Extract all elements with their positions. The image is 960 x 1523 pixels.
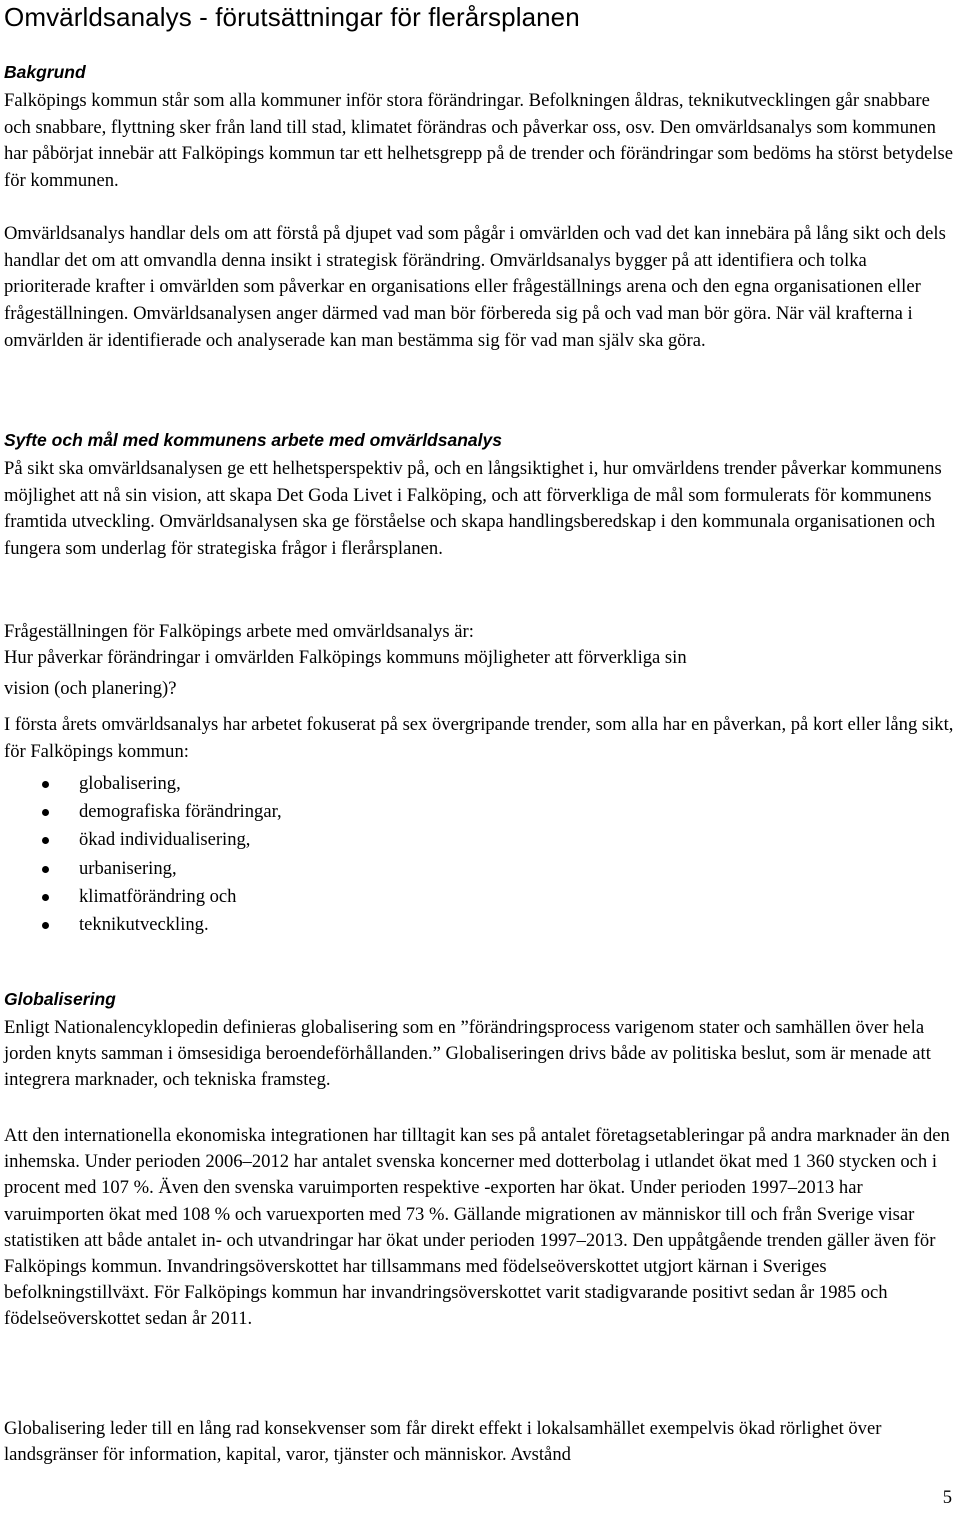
question-intro: Frågeställningen för Falköpings arbete med omvärldsanalys är: xyxy=(4,621,474,642)
list-item xyxy=(0,798,700,826)
list-item-label: teknikutveckling. xyxy=(79,913,209,935)
heading-syfte: Syfte och mål med kommunens arbete med omvärldsanalys xyxy=(4,430,502,450)
syfte-paragraph-1: På sikt ska omvärldsanalysen ge ett helhetsperspektiv på, och en långsiktighet i, hur omvärldens trender påverkar kommunens möjlighet att nå sin vision, att skapa Det Goda Livet i Falköping, och att förverkliga de mål som formulerats för kommunens framtida utveckling. Omvärldsanalysen ska ge förståelse och skapa handlingsberedskap i den kommunala organisationen och fungera som underlag för strategiska frågor i flerårsplanen. xyxy=(4,458,942,560)
globalisering-paragraph-2: Att den internationella ekonomiska integrationen har tilltagit kan ses på antalet företagsetableringar på andra marknader än den inhemska. Under perioden 2006–2012 har antalet svenska koncerner med dotterbolag i utlandet ökat med 1 360 stycken och i procent med 107 %. Även den svenska varuimporten respektive -exporten har ökat. Under perioden 1997–2013 har varuimporten ökat med 108 % och varuexporten med 73 %. Gällande migrationen av människor till och från Sverige visar statistiken att både antalet in- och utvandringar har ökat under perioden 1997–2013. Den uppåtgående trenden gäller även för Falköpings kommun. Invandringsöverskottet har tillsammans med födelseöverskottet utgjort kärnan i Sveriges befolkningstillväxt. För Falköpings kommun har invandringsöverskottet varit stadigvarande positivt sedan år 1985 och födelseöverskottet sedan år 2011. xyxy=(4,1125,950,1330)
list-item xyxy=(0,855,700,883)
bullet-icon xyxy=(42,781,49,788)
page-number: 5 xyxy=(942,1487,952,1508)
globalisering-paragraph-3: Globalisering leder till en lång rad konsekvenser som får direkt effekt i lokalsamhället exempelvis ökad rörlighet över landsgränser för information, kapital, varor, tjänster och människor. Avstånd xyxy=(4,1418,882,1466)
list-item xyxy=(0,770,700,798)
list-item xyxy=(0,826,700,854)
bakgrund-paragraph-2: Omvärldsanalys handlar dels om att förstå på djupet vad som pågår i omvärlden och vad det kan innebära på lång sikt och dels handlar det om att omvandla denna insikt i strategisk förändring. Omvärldsanalys bygger på att identifiera och tolka prioriterade krafter i omvärlden som påverkar en organisations eller frågeställnings arena och den egna organisationen eller frågeställningen. Omvärldsanalysen anger därmed vad man bör förbereda sig på och vad man bör göra. När väl krafterna i omvärlden är identifierade och analyserade kan man bestämma sig för vad man själv ska göra. xyxy=(4,223,946,351)
bullet-icon xyxy=(42,837,49,844)
heading-globalisering: Globalisering xyxy=(4,989,116,1009)
bullet-icon xyxy=(42,809,49,816)
list-item xyxy=(0,883,700,911)
bullet-icon xyxy=(42,866,49,873)
list-item xyxy=(0,911,700,939)
list-item-label: klimatförändring och xyxy=(79,885,237,907)
bullet-icon xyxy=(42,894,49,901)
bakgrund-paragraph-1: Falköpings kommun står som alla kommuner inför stora förändringar. Befolkningen åldras, teknikutvecklingen går snabbare och snabbare, flyttning sker från land till stad, klimatet förändras och påverkar oss, osv. Den omvärldsanalys som kommunen har påbörjat innebär att Falköpings kommun tar ett helhetsgrepp på de trender och förändringar som bedöms ha störst betydelse för kommunen. xyxy=(4,90,954,192)
heading-bakgrund: Bakgrund xyxy=(4,62,86,82)
list-item-label: ökad individualisering, xyxy=(79,829,251,851)
list-item-label: demografiska förändringar, xyxy=(79,801,282,823)
list-item-label: globalisering, xyxy=(79,773,181,794)
globalisering-paragraph-1: Enligt Nationalencyklopedin definieras globalisering som en ”förändringsprocess varigenom stater och samhällen över hela jorden knyts samman i ömsesidiga beroendeförhållanden.” Globaliseringen drivs både av politiska beslut, som är menade att integrera marknader, och tekniska framsteg. xyxy=(4,1017,931,1091)
trend-list xyxy=(0,770,700,939)
list-item-label: urbanisering, xyxy=(79,857,177,879)
question-line-2: vision (och planering)? xyxy=(4,678,177,699)
question-line-1: Hur påverkar förändringar i omvärlden Falköpings kommuns möjligheter att förverkliga sin xyxy=(4,647,687,668)
bullet-icon xyxy=(42,922,49,929)
trends-intro: I första årets omvärldsanalys har arbetet fokuserat på sex övergripande trender, som alla har en påverkan, på kort eller lång sikt, för Falköpings kommun: xyxy=(4,714,954,762)
page-title: Omvärldsanalys - förutsättningar för flerårsplanen xyxy=(4,2,580,32)
